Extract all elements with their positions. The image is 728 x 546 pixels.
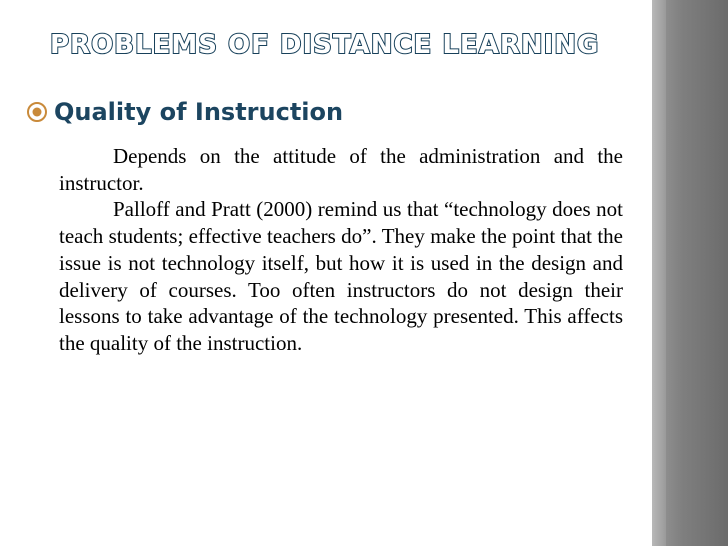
bullet-heading: Quality of Instruction bbox=[54, 98, 344, 126]
bullet-item bbox=[26, 98, 343, 126]
side-decor-strip bbox=[652, 0, 728, 546]
slide-title: PROBLEMS OF DISTANCE LEARNING bbox=[50, 30, 600, 60]
circle-dot-bullet-icon bbox=[26, 101, 48, 123]
paragraph-1: Depends on the attitude of the administration and the instructor. bbox=[59, 144, 623, 195]
paragraph-2: Palloff and Pratt (2000) remind us that “technology does not teach students; effective teachers do”. They make the point that the issue is not technology itself, but how it is used in the design and delivery of courses. Too often instructors do not design their lessons to take advantage of the technology presented. This affects the quality of the instruction. bbox=[59, 197, 623, 355]
side-decor-strip-highlight bbox=[652, 0, 666, 546]
body-text bbox=[59, 143, 623, 357]
